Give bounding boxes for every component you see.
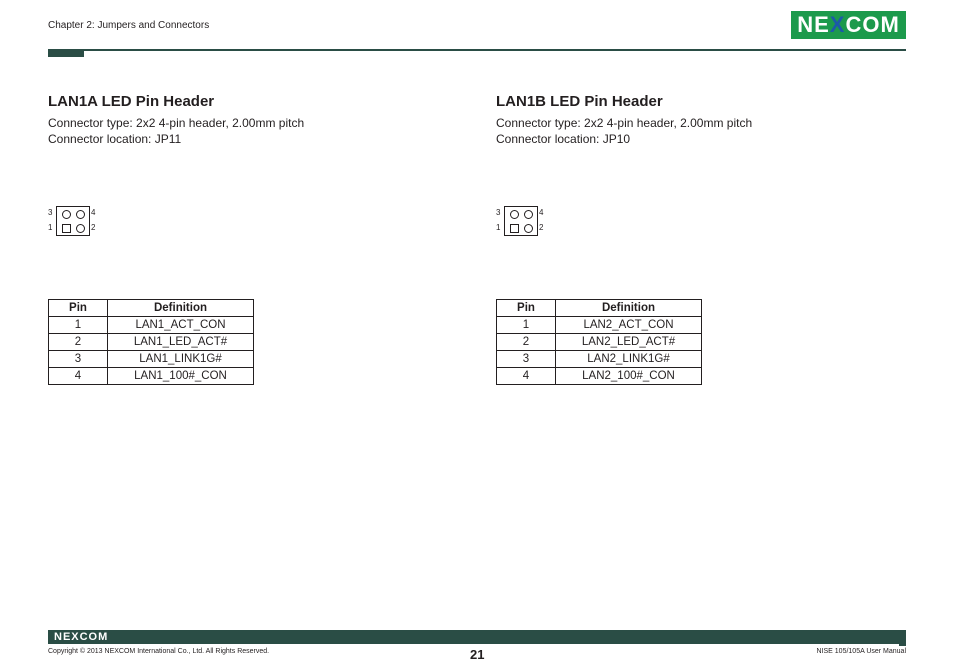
pin-cell: 4 xyxy=(497,368,556,385)
pin-label: 3 xyxy=(496,208,501,217)
table-row xyxy=(497,368,702,385)
pin-square-icon xyxy=(510,224,519,233)
pin-circle-icon xyxy=(524,224,533,233)
pin-table-lan1b xyxy=(496,299,702,385)
pin-circle-icon xyxy=(62,210,71,219)
pin-cell: 2 xyxy=(49,334,108,351)
footer-bar xyxy=(48,630,906,644)
pin-header-diagram-lan1b xyxy=(496,206,556,236)
definition-cell: LAN1_LINK1G# xyxy=(108,351,254,368)
column-header: Pin xyxy=(49,300,108,317)
table-row xyxy=(497,334,702,351)
column-header: Pin xyxy=(497,300,556,317)
header-rule xyxy=(48,49,906,51)
pin-label: 1 xyxy=(496,223,501,232)
pin-label: 2 xyxy=(91,223,96,232)
definition-cell: LAN1_LED_ACT# xyxy=(108,334,254,351)
footer-square-icon xyxy=(889,630,897,638)
section-title-lan1a: LAN1A LED Pin Header xyxy=(48,93,215,110)
section-title-lan1b: LAN1B LED Pin Header xyxy=(496,93,663,110)
pin-cell: 3 xyxy=(497,351,556,368)
pin-header-diagram-lan1a xyxy=(48,206,108,236)
pin-label: 4 xyxy=(539,208,544,217)
pin-cell: 1 xyxy=(497,317,556,334)
pin-label: 3 xyxy=(48,208,53,217)
definition-cell: LAN2_LINK1G# xyxy=(556,351,702,368)
table-row xyxy=(49,317,254,334)
header-rule-stub xyxy=(48,51,84,57)
table-row xyxy=(49,368,254,385)
definition-cell: LAN2_100#_CON xyxy=(556,368,702,385)
table-row xyxy=(49,351,254,368)
pin-cell: 1 xyxy=(49,317,108,334)
pin-label: 2 xyxy=(539,223,544,232)
definition-cell: LAN1_ACT_CON xyxy=(108,317,254,334)
pin-circle-icon xyxy=(524,210,533,219)
connector-info-lan1b xyxy=(496,115,752,147)
table-row xyxy=(49,334,254,351)
manual-title: NISE 105/105A User Manual xyxy=(816,648,906,655)
chapter-title: Chapter 2: Jumpers and Connectors xyxy=(48,20,210,31)
page-number: 21 xyxy=(470,647,485,662)
pin-label: 4 xyxy=(91,208,96,217)
nexcom-logo: NEXCOM xyxy=(791,11,906,39)
footer-logo: NEXCOM xyxy=(54,631,109,643)
copyright-text: Copyright © 2013 NEXCOM International Co., Ltd. All Rights Reserved. xyxy=(48,648,270,655)
pin-circle-icon xyxy=(76,224,85,233)
footer-square-icon xyxy=(899,639,906,646)
connector-type: Connector type: 2x2 4-pin header, 2.00mm pitch xyxy=(496,116,753,130)
definition-cell: LAN2_LED_ACT# xyxy=(556,334,702,351)
definition-cell: LAN2_ACT_CON xyxy=(556,317,702,334)
pin-cell: 3 xyxy=(49,351,108,368)
pin-header-outline xyxy=(56,206,90,236)
connector-location: Connector location: JP10 xyxy=(496,132,631,146)
column-header: Definition xyxy=(556,300,702,317)
pin-table-lan1a xyxy=(48,299,254,385)
pin-cell: 2 xyxy=(497,334,556,351)
pin-label: 1 xyxy=(48,223,53,232)
definition-cell: LAN1_100#_CON xyxy=(108,368,254,385)
connector-info-lan1a xyxy=(48,115,304,147)
pin-header-outline xyxy=(504,206,538,236)
column-header: Definition xyxy=(108,300,254,317)
connector-type: Connector type: 2x2 4-pin header, 2.00mm pitch xyxy=(48,116,305,130)
connector-location: Connector location: JP11 xyxy=(48,132,182,146)
table-row xyxy=(497,351,702,368)
pin-circle-icon xyxy=(510,210,519,219)
pin-square-icon xyxy=(62,224,71,233)
table-row xyxy=(497,317,702,334)
pin-cell: 4 xyxy=(49,368,108,385)
pin-circle-icon xyxy=(76,210,85,219)
